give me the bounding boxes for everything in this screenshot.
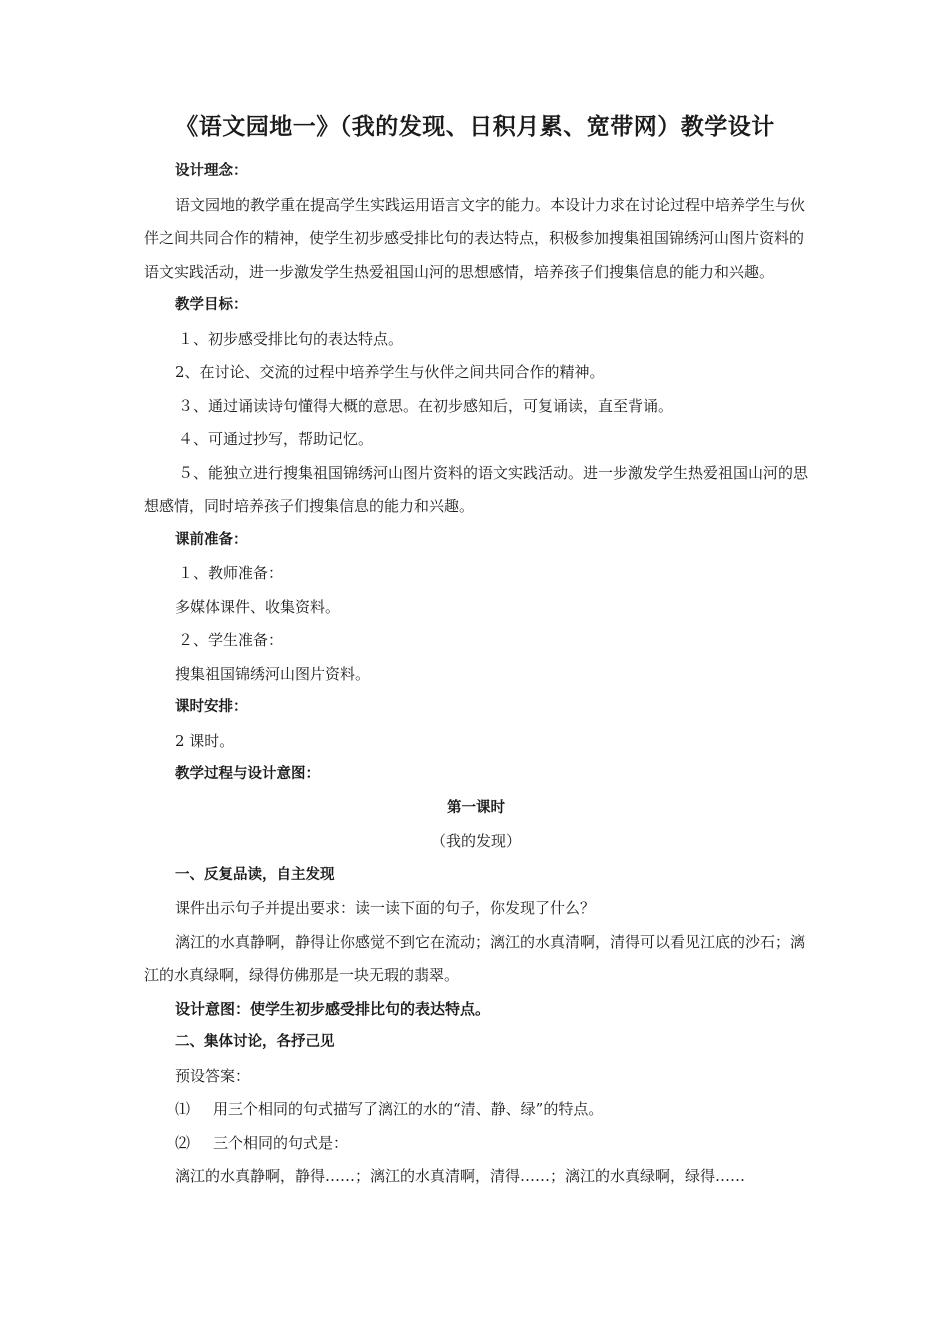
preparation-heading: 课前准备： [175,531,248,548]
answer-2 [144,1127,808,1161]
answer-1-text: 用三个相同的句式描写了漓江的水的“清、静、绿”的特点。 [213,1100,604,1118]
teacher-preparation-text: 多媒体课件、收集资料。 [175,597,341,616]
document-title: 《语文园地一》（我的发现、日积月累、宽带网）教学设计 [175,114,775,140]
step1-quote: 漓江的水真静啊，静得让你感觉不到它在流动；漓江的水真清啊，清得可以看见江底的沙石；漓江的水真绿啊，绿得仿佛那是一块无瑕的翡翠。 [144,932,806,984]
student-preparation-label: ２、学生准备： [178,631,284,649]
teacher-preparation-label: １、教师准备： [178,564,284,582]
step2-heading: 二、集体讨论，各抒己见 [175,1034,335,1050]
objective-item-4: ４、可通过抄写，帮助记忆。 [178,430,374,448]
student-preparation-text: 搜集祖国锦绣河山图片资料。 [175,664,371,683]
schedule-heading: 课时安排： [175,699,248,715]
answer-1 [144,1093,808,1127]
design-concept-paragraph: 语文园地的教学重在提高学生实践运用语言文字的能力。本设计力求在讨论过程中培养学生与伙伴之间共同合作的精神，使学生初步感受排比句的表达特点，积极参加搜集祖国锦绣河山图片资料的语文实践活动，进一步激发学生热爱祖国山河的思想感情，培养孩子们搜集信息的能力和兴趣。 [144,195,806,281]
objective-item-1: １、初步感受排比句的表达特点。 [178,329,404,348]
objective-item-2: 2、在讨论、交流的过程中培养学生与伙伴之间共同合作的精神。 [175,363,605,381]
answer-2-text: 三个相同的句式是： [213,1133,349,1152]
schedule-text: 2 课时。 [175,731,235,750]
lesson-title: 第一课时 [447,799,505,816]
document-body [144,155,808,1194]
design-intent-text: 使学生初步感受排比句的表达特点。 [250,999,491,1018]
step1-text: 课件出示句子并提出要求：读一读下面的句子，你发现了什么？ [175,899,596,917]
lesson-subtitle: （我的发现） [430,832,521,850]
objective-item-3: ３、通过诵读诗句懂得大概的意思。在初步感知后，可复诵读，直至背诵。 [178,396,674,415]
objective-item-5: ５、能独立进行搜集祖国锦绣河山图片资料的语文实践活动。进一步激发学生热爱祖国山河的思想感情，同时培养孩子们搜集信息的能力和兴趣。 [144,463,809,515]
pattern-text: 漓江的水真静啊，静得……；漓江的水真清啊，清得……；漓江的水真绿啊，绿得…… [175,1167,746,1185]
design-intent [144,993,808,1027]
objectives-heading: 教学目标： [175,297,248,313]
step1-heading: 一、反复品读，自主发现 [175,866,335,883]
design-concept-heading: 设计理念： [175,163,248,179]
answer-1-number: ⑴ [175,1100,191,1118]
preset-label: 预设答案： [175,1066,251,1085]
answer-2-number: ⑵ [175,1133,191,1152]
process-heading: 教学过程与设计意图： [175,766,320,782]
design-intent-label: 设计意图： [175,999,251,1018]
